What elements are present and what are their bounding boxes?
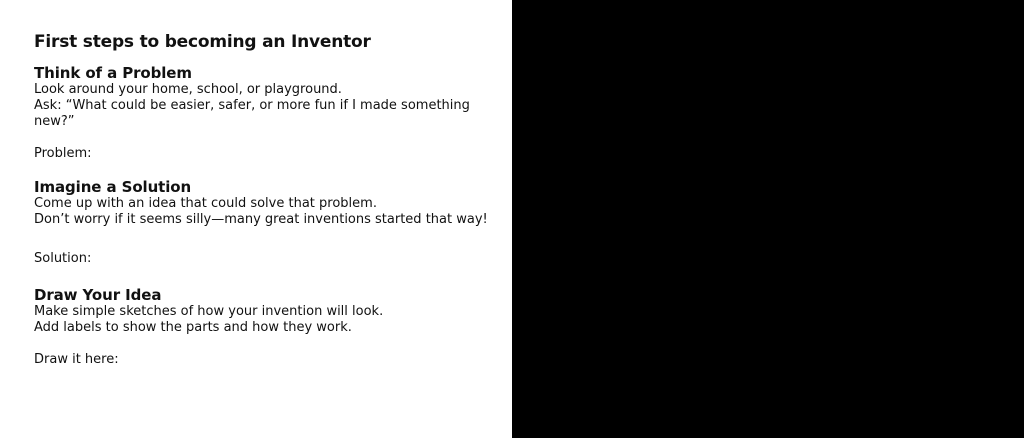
problem-prompt: Problem: bbox=[34, 146, 92, 161]
black-panel bbox=[512, 0, 1024, 438]
section-heading: Draw Your Idea bbox=[34, 286, 162, 304]
page-title: First steps to becoming an Inventor bbox=[34, 32, 371, 52]
section-heading: Imagine a Solution bbox=[34, 178, 192, 196]
draw-it-here-prompt: Draw it here: bbox=[34, 352, 119, 367]
section-heading: Think of a Problem bbox=[34, 64, 192, 82]
section-text-line: Come up with an idea that could solve that problem. bbox=[34, 196, 377, 211]
section-draw-your-idea bbox=[34, 287, 512, 368]
section-text-line: Don’t worry if it seems silly—many great inventions started that way! bbox=[34, 212, 488, 227]
section-text-line: Make simple sketches of how your invention will look. bbox=[34, 304, 384, 319]
solution-prompt: Solution: bbox=[34, 251, 92, 266]
section-think-of-a-problem bbox=[34, 65, 512, 162]
section-text-line: Add labels to show the parts and how they work. bbox=[34, 320, 352, 335]
section-text-line: Look around your home, school, or playground. bbox=[34, 82, 342, 97]
section-imagine-a-solution bbox=[34, 179, 512, 267]
section-text-line: new?” bbox=[34, 114, 75, 129]
section-text-line: Ask: “What could be easier, safer, or more fun if I made something bbox=[34, 98, 470, 113]
